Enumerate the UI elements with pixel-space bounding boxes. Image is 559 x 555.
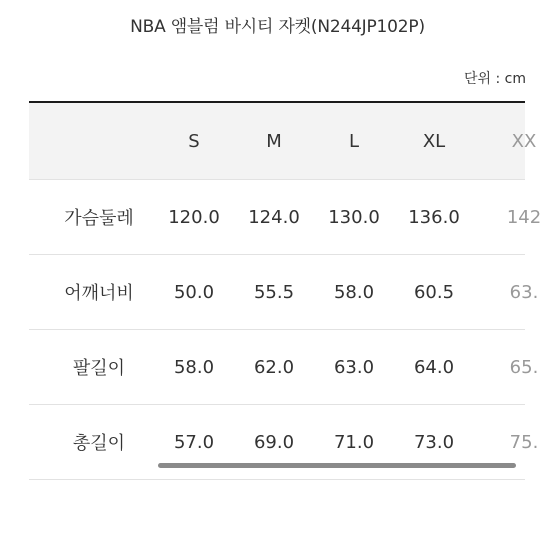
table-cell: 120.0 (168, 206, 220, 228)
table-cell: 69.0 (253, 431, 295, 453)
row-label-length: 총길이 (72, 433, 126, 454)
table-cell: 50.0 (173, 281, 215, 303)
table-cell: 75. (509, 431, 539, 453)
table-cell: 62.0 (253, 356, 295, 378)
table-cell: 55.5 (253, 281, 295, 303)
table-header-row (29, 103, 537, 180)
header-size-xx: XX (511, 130, 537, 152)
table-cell: 124.0 (248, 206, 300, 228)
table-cell: 63.0 (333, 356, 375, 378)
table-cell: 73.0 (413, 431, 455, 453)
row-label-sleeve: 팔길이 (72, 358, 126, 379)
header-size-s: S (188, 130, 200, 152)
table-row (29, 330, 539, 405)
table-cell: 57.0 (173, 431, 215, 453)
row-label-shoulder: 어깨너비 (64, 283, 134, 304)
scrollbar-thumb[interactable] (158, 463, 516, 468)
table-cell: 63. (509, 281, 539, 303)
table-cell: 130.0 (328, 206, 380, 228)
row-label-chest: 가슴둘레 (64, 208, 134, 229)
header-empty-cell (29, 103, 169, 179)
table-cell: 136.0 (408, 206, 460, 228)
page-title: NBA 앰블럼 바시티 자켓(N244JP102P) (130, 17, 425, 37)
table-cell: 58.0 (333, 281, 375, 303)
header-size-xl: XL (422, 130, 446, 152)
table-cell: 58.0 (173, 356, 215, 378)
size-table[interactable] (29, 101, 542, 461)
header-size-l: L (348, 130, 360, 152)
table-cell: 71.0 (333, 431, 375, 453)
table-cell: 142 (506, 206, 542, 228)
table-row (29, 255, 539, 330)
horizontal-scrollbar[interactable] (158, 463, 518, 469)
header-size-m: M (266, 130, 282, 152)
table-cell: 60.5 (413, 281, 455, 303)
table-row (29, 180, 542, 255)
unit-label: 단위 : cm (463, 71, 526, 87)
table-cell: 65. (509, 356, 539, 378)
table-cell: 64.0 (413, 356, 455, 378)
